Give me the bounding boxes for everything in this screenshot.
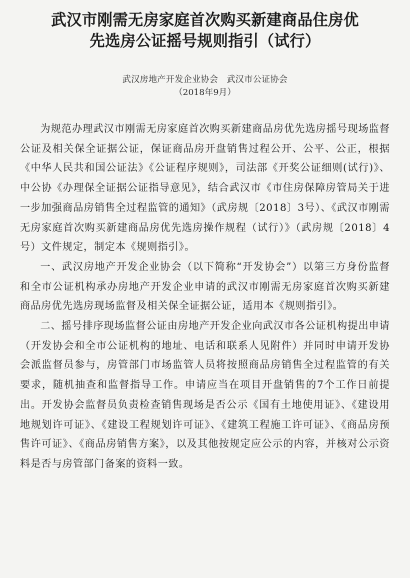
document-title xyxy=(20,10,390,52)
document-body xyxy=(20,120,390,475)
paragraph-preamble: 为规范办理武汉市刚需无房家庭首次购买新建商品房优先选房摇号现场监督公证及相关保全证据公证，保证商品房开盘销售过程公开、公平、公正，根据《中华人民共和国公证法》《公证程序规则》，司法部《开奖公证细则(试行)》、中公协《办理保全证据公证指导意见》，结合武汉市《市住房保障房管局关于进一步加强商品房销售全过程监管的通知》（武房规〔2018〕3号）、《武汉市刚需无房家庭首次购买新建商品房优先选房操作规程（试行）》（武房规〔2018〕4号）文件规定，制定本《规则指引》。 xyxy=(20,124,390,254)
issue-date: （2018年9月） xyxy=(174,88,236,98)
title-line-1: 武汉市刚需无房家庭首次购买新建商品住房优 xyxy=(51,11,359,29)
paragraph-article-1: 一、武汉房地产开发企业协会（以下简称“开发协会”）以第三方身份监督和全市公证机构承办房地产开发企业申请的武汉市刚需无房家庭首次购买新建商品房优先选房现场监督及相关保全证据公证，适用本《规则指引》。 xyxy=(20,261,390,313)
title-line-2: 先选房公证摇号规则指引（试行） xyxy=(89,32,321,50)
issuing-organizations: 武汉房地产开发企业协会 武汉市公证协会 xyxy=(122,75,288,85)
document-meta xyxy=(20,74,390,100)
paragraph-article-2: 二、摇号排序现场监督公证由房地产开发企业向武汉市各公证机构提出申请（开发协会和全市公证机构的地址、电话和联系人见附件）并同时申请开发协会派监督员参与，房管部门市场监管人员将按照商品房销售全过程监管的有关要求，随机抽查和监督指导工作。申请应当在项目开盘销售的7个工作日前提出。开发协会监督员负责检查销售现场是否公示《国有土地使用证》、《建设用地规划许可证》、《建设工程规划许可证》、《建筑工程施工许可证》、《商品房预售许可证》、《商品房销售方案》，以及其他按规定应公示的内容，并核对公示资料是否与房管部门备案的资料一致。 xyxy=(20,321,390,470)
